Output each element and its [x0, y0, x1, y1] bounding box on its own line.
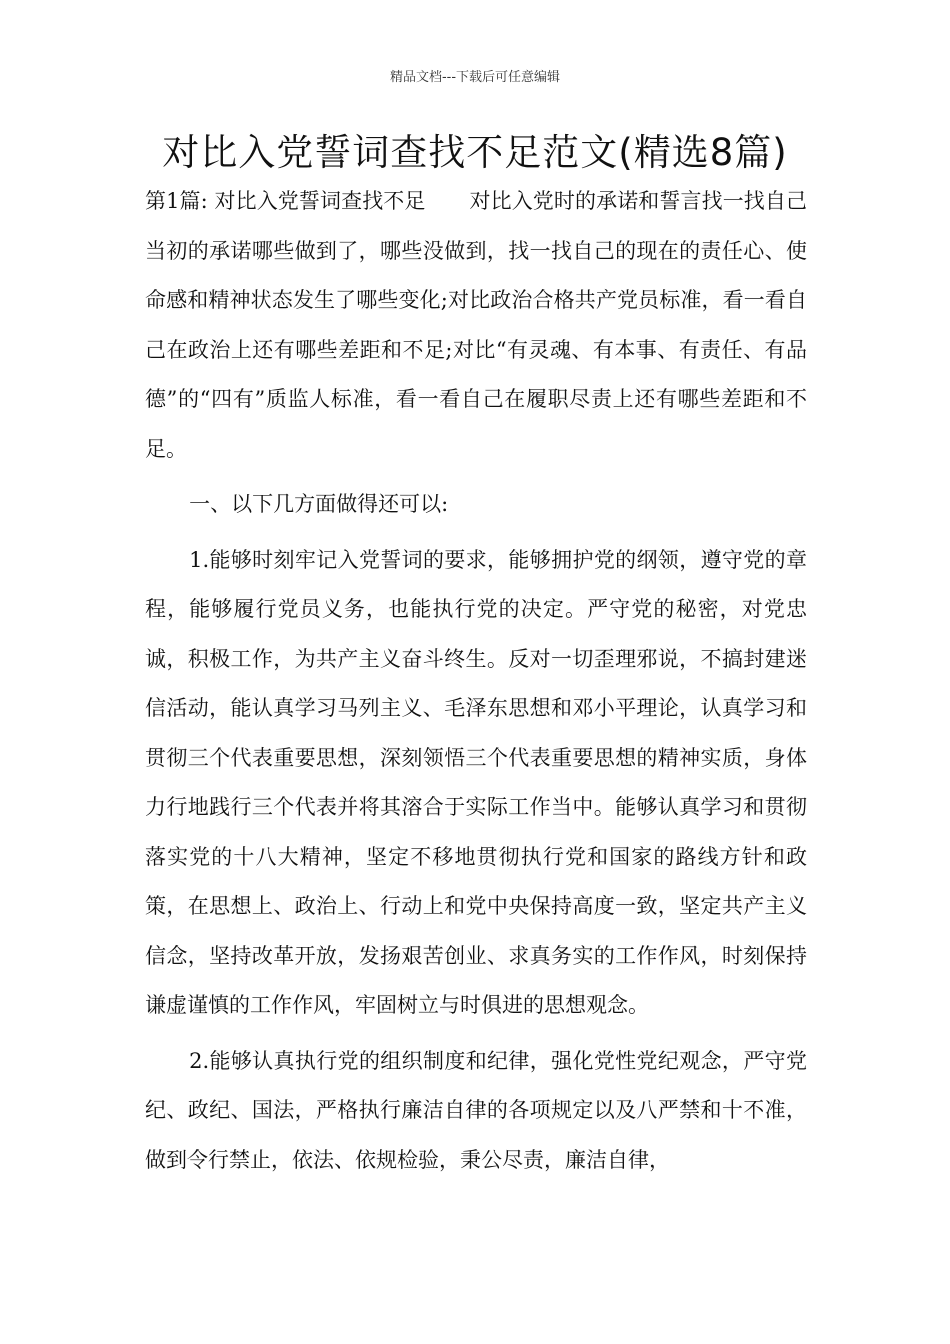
page-header-note: 精品文档---下载后可任意编辑 [389, 70, 561, 85]
intro-text: 对比入党时的承诺和誓言找一找自己当初的承诺哪些做到了，哪些没做到，找一找自己的现在的责任心、使命感和精神状态发生了哪些变化;对比政治合格共产党员标准，看一看自己在政治上还有哪些差距和不足;对比“有灵魂、有本事、有责任、有品德”的“四有”质监人标准，看一看自己在履职尽责上还有哪些差距和不足。 [145, 189, 807, 461]
document-body [145, 177, 807, 1185]
intro-paragraph [145, 177, 807, 474]
section-heading: 第1篇: 对比入党誓词查找不足 [145, 189, 426, 213]
document-title: 对比入党誓词查找不足范文(精选8篇) [162, 131, 788, 174]
point-paragraph-1: 1.能够时刻牢记入党誓词的要求，能够拥护党的纲领，遵守党的章程，能够履行党员义务，也能执行党的决定。严守党的秘密，对党忠诚，积极工作，为共产主义奋斗终生。反对一切歪理邪说，不搞封建迷信活动，能认真学习马列主义、毛泽东思想和邓小平理论，认真学习和贯彻三个代表重要思想，深刻领悟三个代表重要思想的精神实质，身体力行地践行三个代表并将其溶合于实际工作当中。能够认真学习和贯彻落实党的十八大精神，坚定不移地贯彻执行党和国家的路线方针和政策，在思想上、政治上、行动上和党中央保持高度一致，坚定共产主义信念，坚持改革开放，发扬艰苦创业、求真务实的工作作风，时刻保持谦虚谨慎的工作作风，牢固树立与时俱进的思想观念。 [145, 547, 807, 1017]
subheading: 一、以下几方面做得还可以: [189, 492, 449, 516]
point-paragraph-2: 2.能够认真执行党的组织制度和纪律，强化党性党纪观念，严守党纪、政纪、国法，严格执行廉洁自律的各项规定以及八严禁和十不准，做到令行禁止，依法、依规检验，秉公尽责，廉洁自律， [145, 1048, 807, 1172]
